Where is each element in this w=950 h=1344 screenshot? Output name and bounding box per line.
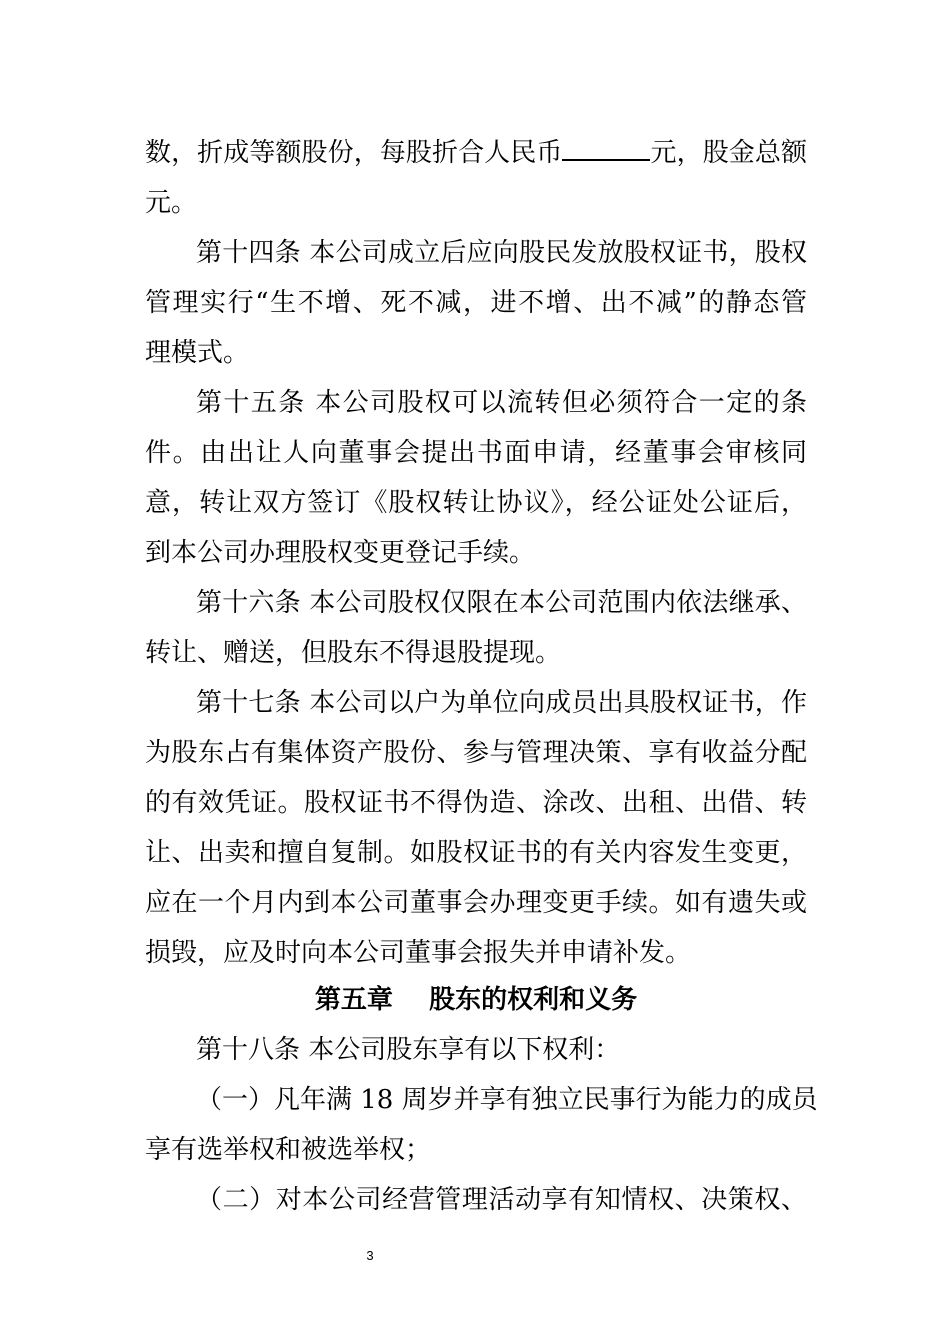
list-item-line: （二）对本公司经营管理活动享有知情权、决策权、 xyxy=(196,1185,807,1215)
article-15-line: 意，转让双方签订《股权转让协议》，经公证处公证后， xyxy=(145,488,807,518)
list-item-line: 享有选举权和被选举权； xyxy=(145,1135,432,1165)
text-segment: 数，折成等额股份，每股折合人民币 xyxy=(145,138,563,168)
article-17-line: 应在一个月内到本公司董事会办理变更手续。如有遗失或 xyxy=(145,888,807,918)
chapter-heading: 第五章 股东的权利和义务 xyxy=(314,985,638,1015)
article-17-line: 让、出卖和擅自复制。如股权证书的有关内容发生变更， xyxy=(145,838,807,868)
article-16-line: 转让、赠送，但股东不得退股提现。 xyxy=(145,638,562,668)
list-item-line: （一）凡年满 18 周岁并享有独立民事行为能力的成员 xyxy=(196,1085,818,1115)
article-17-line: 的有效凭证。股权证书不得伪造、涂改、出租、出借、转 xyxy=(145,788,807,818)
article-17-line: 损毁，应及时向本公司董事会报失并申请补发。 xyxy=(145,938,692,968)
paragraph-line xyxy=(145,133,807,173)
paragraph-line: 元。 xyxy=(145,188,198,218)
article-17-line: 第十七条 本公司以户为单位向成员出具股权证书，作 xyxy=(196,688,807,718)
article-18-line: 第十八条 本公司股东享有以下权利： xyxy=(196,1035,621,1065)
article-14-line: 第十四条 本公司成立后应向股民发放股权证书，股权 xyxy=(196,238,807,268)
article-14-line: 理模式。 xyxy=(145,338,250,368)
fill-in-blank xyxy=(562,137,650,161)
article-15-line: 第十五条 本公司股权可以流转但必须符合一定的条 xyxy=(196,388,807,418)
article-14-line: 管理实行“生不增、死不减，进不增、出不减”的静态管 xyxy=(145,288,807,318)
article-15-line: 件。由出让人向董事会提出书面申请，经董事会审核同 xyxy=(145,438,807,468)
page-number: 3 xyxy=(366,1248,374,1263)
article-15-line: 到本公司办理股权变更登记手续。 xyxy=(145,538,536,568)
text-segment: 元，股金总额 xyxy=(650,138,807,168)
article-16-line: 第十六条 本公司股权仅限在本公司范围内依法继承、 xyxy=(196,588,807,618)
article-17-line: 为股东占有集体资产股份、参与管理决策、享有收益分配 xyxy=(145,738,807,768)
